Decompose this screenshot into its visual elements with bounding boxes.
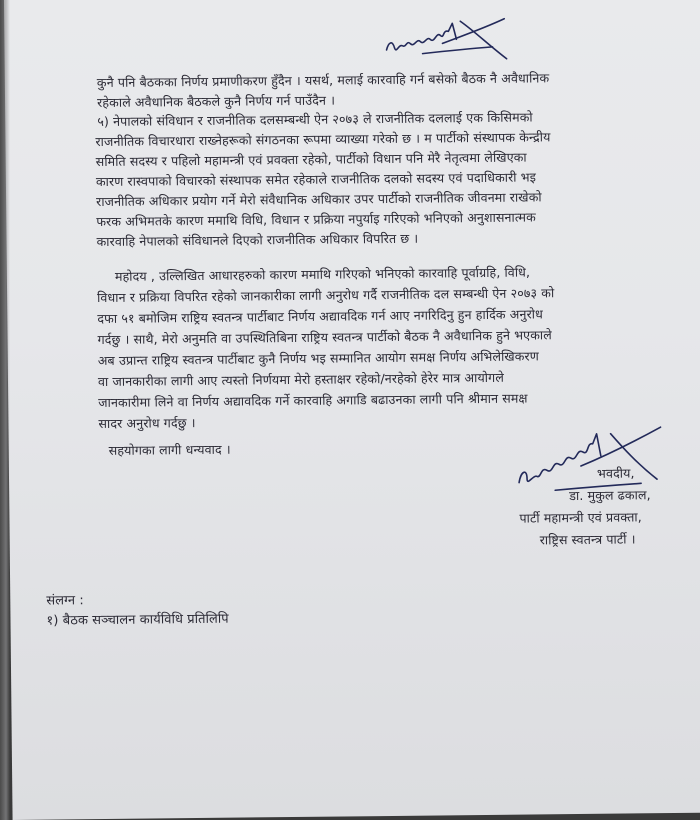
signatory-name: डा. मुकुल ढकाल, xyxy=(569,487,651,504)
attachment-item: १) बैठक सञ्चालन कार्यविधि प्रतिलिपि xyxy=(46,611,229,629)
letter-page xyxy=(4,0,700,820)
text-line: गर्दछु । साथै, मेरो अनुमति वा उपस्थितिबिना राष्ट्रिय स्वतन्त्र पार्टीको बैठक नै अवैधानिक हुने भएकाले xyxy=(97,327,552,348)
text-line: ५) नेपालको संविधान र राजनीतिक दलसम्बन्धी ऐन २०७३ ले राजनीतिक दललाई एक किसिमको xyxy=(97,109,533,130)
text-line: वा जानकारीका लागी आए त्यस्तो निर्णयमा मेरो हस्ताक्षर रहेको/नरहेको हेरेर मात्र आयोगले xyxy=(97,369,505,390)
closing-text: भवदीय, xyxy=(596,465,635,481)
text-line: जानकारीमा लिने वा निर्णय अद्यावदिक गर्ने कारवाहि अगाडि बढाउनका लागी पनि श्रीमान समक्ष xyxy=(98,390,528,411)
signatory-position: पार्टी महामन्त्री एवं प्रवक्ता, xyxy=(519,509,642,526)
text-line: राजनीतिक अधिकार प्रयोग गर्ने मेरो संवैधानिक अधिकार उपर पार्टीको राजनीतिक जीवनमा राखेको xyxy=(96,189,542,210)
party-name: राष्ट्रिस स्वतन्त्र पार्टी । xyxy=(539,531,636,548)
text-line: राजनीतिक विचारधारा राख्नेहरूको संगठनका रूपमा व्याख्या गरेको छ । म पार्टीको संस्थापक केन्द्रीय xyxy=(95,129,551,150)
text-line: कारण रास्वपाको विचारको संस्थापक समेत रहेकाले राजनीतिक दलको सदस्य एवं पदाधिकारी भइ xyxy=(95,169,537,190)
text-line: महोदय , उल्लिखित आधारहरुको कारण ममाथि गरिएको भनिएको कारवाहि पूर्वाग्रहि, विधि, xyxy=(114,264,531,284)
text-line: सादर अनुरोध गर्दछु । xyxy=(98,415,196,432)
text-line: समिति सदस्य र पहिलो महामन्त्री एवं प्रवक्ता रहेको, पार्टीको विधान पनि मेरै नेतृत्वमा लेखिएका xyxy=(95,149,527,170)
signature-top xyxy=(382,9,513,66)
text-line: अब उप्रान्त राष्ट्रिय स्वतन्त्र पार्टीबाट कुनै निर्णय भइ सम्मानित आयोग समक्ष निर्णय अभिलेखिकरण xyxy=(97,348,540,369)
text-line: कुनै पनि बैठकका निर्णय प्रमाणीकरण हुँदैन । यसर्थ, मलाई कारवाहि गर्न बसेको बैठक नै अवैधानिक xyxy=(96,70,550,91)
thanks-line: सहयोगका लागी धन्यवाद । xyxy=(108,441,231,458)
text-line: दफा ५१ बमोजिम राष्ट्रिय स्वतन्त्र पार्टीबाट निर्णय अद्यावदिक गर्न आए नगरिदिनु हुन हार्दिक अनुरोध xyxy=(97,306,543,327)
text-line: कारवाहि नेपालको संविधानले दिएको राजनीतिक अधिकार विपरित छ । xyxy=(96,230,419,250)
text-line: विधान र प्रक्रिया विपरित रहेको जानकारीका लागी अनुरोध गर्दै राजनीतिक दल सम्बन्धी ऐन २०७३ को xyxy=(97,285,555,306)
attachment-heading: संलग्न : xyxy=(46,593,84,609)
text-line: फरक अभिमतके कारण ममाथि विधि, विधान र प्रक्रिया नपुर्याइ गरिएको भनिएको अनुशासनात्मक xyxy=(96,209,536,230)
paper-edge-shadow xyxy=(0,0,10,820)
text-line: रहेकाले अवैधानिक बैठकले कुनै निर्णय गर्न पाउँदैन । xyxy=(97,92,336,111)
